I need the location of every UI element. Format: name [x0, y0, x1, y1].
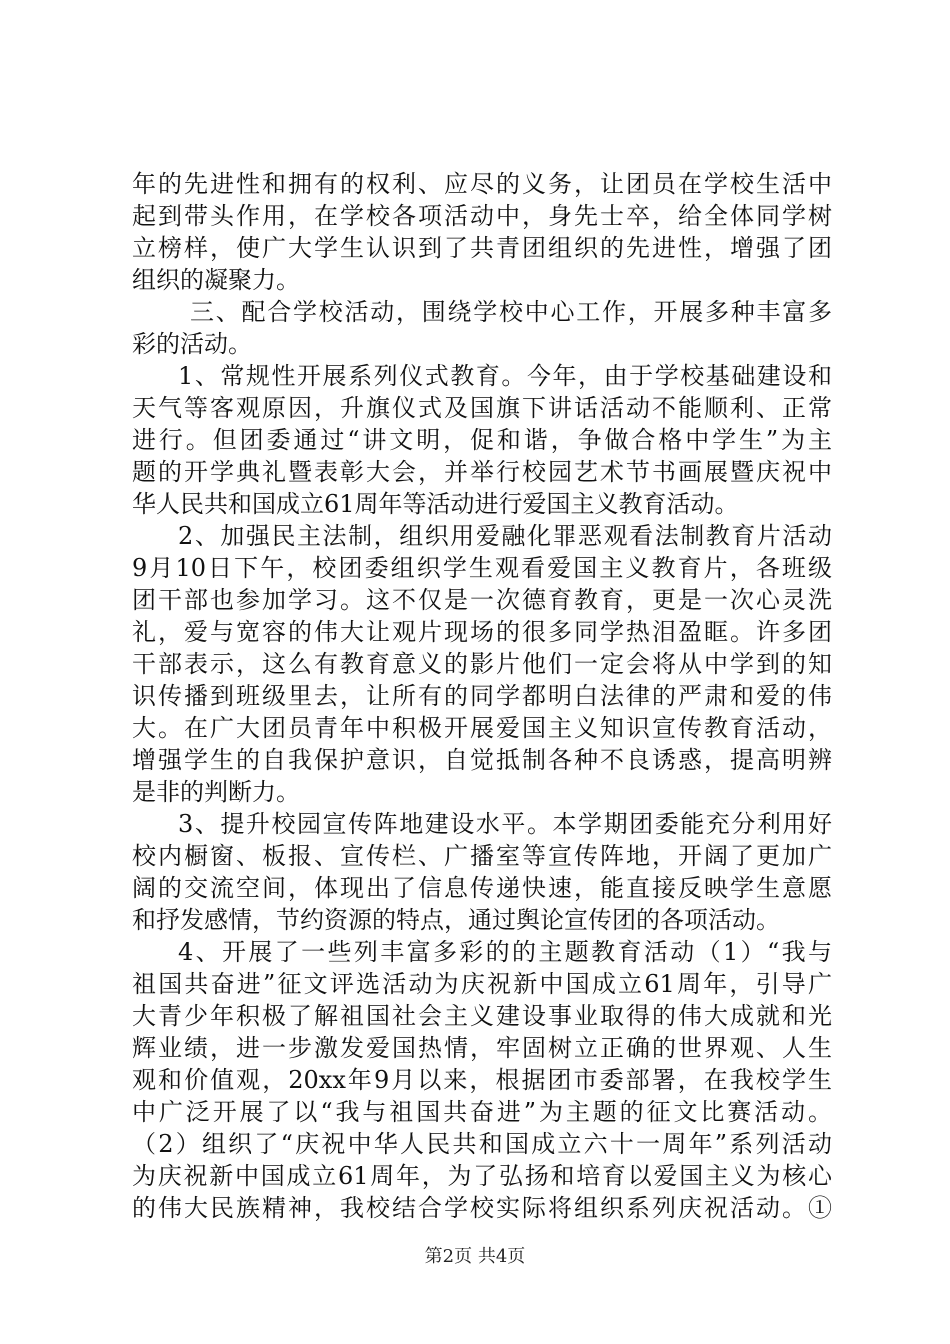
text-line: 大青少年积极了解祖国社会主义建设事业取得的伟大成就和光 [132, 1002, 832, 1030]
text-line: 观和价值观，20xx年9月以来，根据团市委部署，在我校学生 [132, 1066, 832, 1094]
text-line: 3、提升校园宣传阵地建设水平。本学期团委能充分利用好 [178, 810, 832, 838]
text-line: 校内橱窗、板报、宣传栏、广播室等宣传阵地，开阔了更加广 [132, 842, 832, 870]
page-number-footer: 第2页 共4页 [424, 1246, 526, 1267]
text-line: 和抒发感情，节约资源的特点，通过舆论宣传团的各项活动。 [132, 906, 780, 934]
text-line: 4、开展了一些列丰富多彩的的主题教育活动（1）“我与 [178, 938, 832, 966]
section-heading-line: 三、配合学校活动，围绕学校中心工作，开展多种丰富多 [190, 298, 832, 326]
text-line: 起到带头作用，在学校各项活动中，身先士卒，给全体同学树 [132, 202, 832, 230]
text-line: 干部表示，这么有教育意义的影片他们一定会将从中学到的知 [132, 650, 832, 678]
text-line: 是非的判断力。 [132, 778, 300, 806]
text-line: 华人民共和国成立61周年等活动进行爱国主义教育活动。 [132, 490, 739, 518]
text-line: 团干部也参加学习。这不仅是一次德育教育，更是一次心灵洗 [132, 586, 832, 614]
text-line: （2）组织了“庆祝中华人民共和国成立六十一周年”系列活动 [132, 1130, 832, 1158]
document-body [132, 168, 832, 1224]
text-line: 组织的凝聚力。 [132, 266, 300, 294]
text-line: 祖国共奋进”征文评选活动为庆祝新中国成立61周年，引导广 [132, 970, 832, 998]
text-line: 辉业绩，进一步激发爱国热情，牢固树立正确的世界观、人生 [132, 1034, 832, 1062]
text-line: 为庆祝新中国成立61周年，为了弘扬和培育以爱国主义为核心 [132, 1162, 832, 1190]
text-line: 天气等客观原因，升旗仪式及国旗下讲话活动不能顺利、正常 [132, 394, 832, 422]
text-line: 增强学生的自我保护意识，自觉抵制各种不良诱惑，提高明辨 [132, 746, 832, 774]
text-line: 2、加强民主法制，组织用爱融化罪恶观看法制教育片活动 [178, 522, 832, 550]
text-line: 进行。但团委通过“讲文明，促和谐，争做合格中学生”为主 [132, 426, 832, 454]
text-line: 立榜样，使广大学生认识到了共青团组织的先进性，增强了团 [132, 234, 832, 262]
text-line: 的伟大民族精神，我校结合学校实际将组织系列庆祝活动。① [132, 1194, 832, 1222]
text-line: 大。在广大团员青年中积极开展爱国主义知识宣传教育活动， [132, 714, 832, 742]
text-line: 9月10日下午，校团委组织学生观看爱国主义教育片，各班级 [132, 554, 832, 582]
text-line: 题的开学典礼暨表彰大会，并举行校园艺术节书画展暨庆祝中 [132, 458, 832, 486]
text-line: 年的先进性和拥有的权利、应尽的义务，让团员在学校生活中 [132, 170, 832, 198]
text-line: 阔的交流空间，体现出了信息传递快速，能直接反映学生意愿 [132, 874, 832, 902]
text-line: 识传播到班级里去，让所有的同学都明白法律的严肃和爱的伟 [132, 682, 832, 710]
text-line: 礼，爱与宽容的伟大让观片现场的很多同学热泪盈眶。许多团 [132, 618, 832, 646]
section-heading-line: 彩的活动。 [132, 330, 252, 358]
text-line: 1、常规性开展系列仪式教育。今年，由于学校基础建设和 [178, 362, 832, 390]
text-line: 中广泛开展了以“我与祖国共奋进”为主题的征文比赛活动。 [132, 1098, 832, 1126]
